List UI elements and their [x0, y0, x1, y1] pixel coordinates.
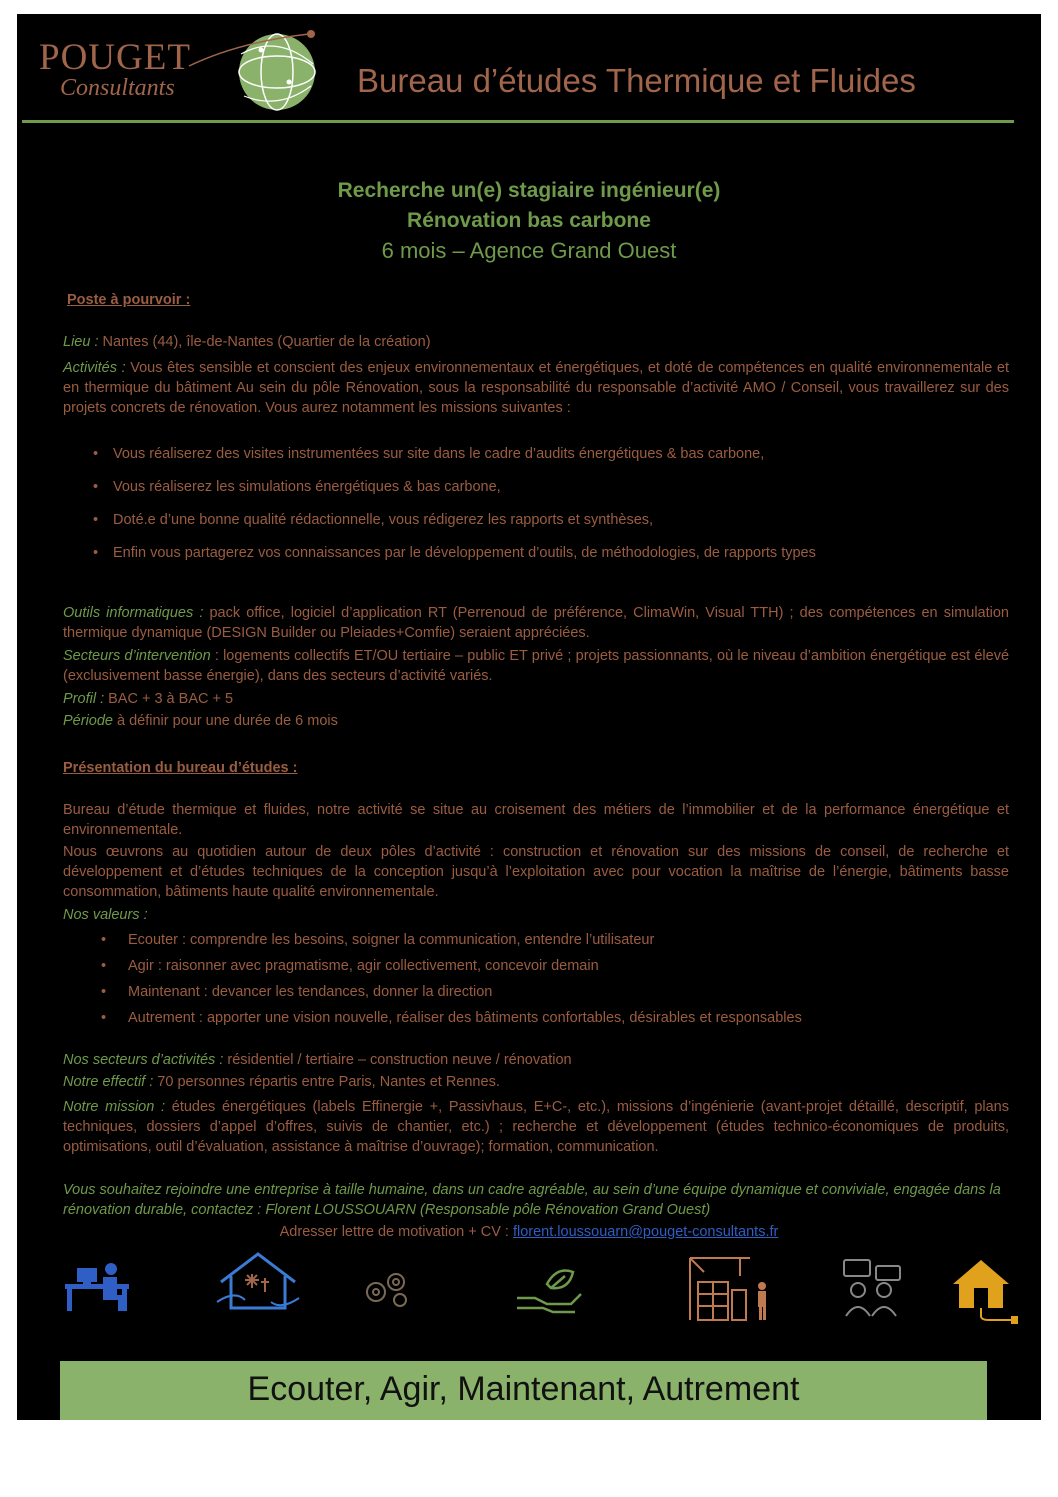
outils-text: pack office, logiciel d’application RT (Perrenoud de préférence, ClimaWin, Visual TTH) ; des compétences en simulation thermique dynamique (DESIGN Builder ou Pleiades+Comfie) seraient appréciées.: [63, 605, 1009, 641]
nos-secteurs-value: résidentiel / tertiaire – construction neuve / rénovation: [223, 1052, 572, 1068]
job-duration-location: 6 mois – Agence Grand Ouest: [381, 238, 677, 263]
job-title: Recherche un(e) stagiaire ingénieur(e): [337, 179, 721, 202]
outils-label: Outils informatiques :: [63, 605, 204, 621]
document-page: [17, 14, 1041, 1420]
contact-email-link[interactable]: florent.loussouarn@pouget-consultants.fr: [512, 1224, 779, 1240]
contact-prefix: Adresser lettre de motivation + CV :: [279, 1224, 513, 1240]
lieu-line: [63, 332, 1009, 352]
activites-paragraph: [63, 358, 1009, 418]
missions-list: [93, 444, 1013, 576]
mission-text: études énergétiques (labels Effinergie +, Passivhaus, E+C-, etc.), missions d’ingénierie (avant-projet détaillé, descriptif, plans techniques, dossiers d’appel d’offres, suivis de chantier, etc.) ; recherche et développement (études technico-économiques de produits, optimisations, outil d’évaluation, assistance à maîtrise d’ouvrage); formation, communication.: [63, 1099, 1009, 1155]
periode-line: [63, 711, 1009, 731]
effectif-line: [63, 1072, 1009, 1092]
effectif-value: 70 personnes répartis entre Paris, Nantes et Rennes.: [153, 1074, 500, 1090]
secteurs-text: : logements collectifs ET/OU tertiaire – public ET privé ; projets passionnants, où le niveau d’ambition énergétique est élevé (exclusivement basse énergie), dans des secteurs d’activité variés.: [63, 648, 1010, 684]
lieu-label: Lieu :: [63, 334, 99, 350]
activites-text: Vous êtes sensible et conscient des enjeux environnementaux et énergétiques, et doté de compétences en qualité environnementale et en thermique du bâtiment Au sein du pôle Rénovation, sous la responsabilité du responsable d’activité AMO / Conseil, vous travaillerez sur des projets concrets de rénovation. Vous aurez notamment les missions suivantes :: [63, 360, 1009, 416]
list-item: • Vous réaliserez des visites instrumentées sur site dans le cadre d’audits énergétiques & bas carbone,: [93, 444, 1013, 477]
gears-icon: [360, 1268, 412, 1308]
lieu-value: Nantes (44), île-de-Nantes (Quartier de la création): [98, 334, 431, 350]
contact-line: [17, 1224, 1041, 1240]
list-item: • Ecouter : comprendre les besoins, soigner la communication, entendre l’utilisateur: [101, 930, 1001, 956]
header-title: Bureau d’études Thermique et Fluides: [357, 62, 916, 99]
outils-paragraph: [63, 603, 1009, 643]
desk-worker-icon: [63, 1260, 131, 1314]
periode-value: à définir pour une durée de 6 mois: [112, 713, 338, 729]
values-banner: Ecouter, Agir, Maintenant, Autrement: [60, 1361, 987, 1420]
section-heading-poste: Poste à pourvoir :: [67, 292, 191, 308]
secteurs-paragraph: [63, 646, 1009, 686]
energy-house-icon: [949, 1254, 1023, 1324]
list-item: • Enfin vous partagerez vos connaissances par le développement d’outils, de méthodologies, de rapports types: [93, 543, 1013, 576]
activites-label: Activités :: [63, 360, 126, 376]
secteurs-label: Secteurs d’intervention: [63, 648, 211, 664]
presentation-paragraph-1: Bureau d’étude thermique et fluides, notre activité se situe au croisement des métiers de l’immobilier et de la performance énergétique et environnementale.: [63, 802, 1009, 838]
list-item: • Doté.e d’une bonne qualité rédactionnelle, vous rédigerez les rapports et synthèses,: [93, 510, 1013, 543]
nos-secteurs-line: [63, 1050, 1009, 1070]
house-thermal-icon: [215, 1250, 301, 1316]
construction-site-icon: [680, 1246, 776, 1322]
list-item: • Agir : raisonner avec pragmatisme, agir collectivement, concevoir demain: [101, 956, 1001, 982]
list-item: • Autrement : apporter une vision nouvelle, réaliser des bâtiments confortables, désirables et responsables: [101, 1008, 1001, 1034]
logo-subtitle: Consultants: [60, 75, 175, 101]
presentation-paragraph-2: Nous œuvrons au quotidien autour de deux pôles d’activité : construction et rénovation sur des missions de conseil, de recherche et développement et d’études techniques de la conception jusqu’à l’exploitation avec pour vocation la maîtrise de l’énergie, bâtiments basse consommation, bâtiments haute qualité environnementale.: [63, 844, 1009, 900]
profil-label: Profil :: [63, 691, 105, 707]
job-title-block: [17, 176, 1041, 266]
mission-label: Notre mission :: [63, 1099, 166, 1115]
valeurs-label: Nos valeurs :: [63, 907, 148, 923]
list-item: • Vous réaliserez les simulations énergétiques & bas carbone,: [93, 477, 1013, 510]
meeting-people-icon: [840, 1258, 906, 1318]
mission-paragraph: [63, 1097, 1009, 1157]
periode-label: Période: [63, 713, 113, 729]
profil-line: [63, 689, 1009, 709]
hand-leaf-icon: [513, 1264, 585, 1316]
profil-value: BAC + 3 à BAC + 5: [104, 691, 234, 707]
header-divider: [22, 120, 1014, 123]
logo-wordmark: POUGET: [39, 37, 191, 78]
job-subtitle: Rénovation bas carbone: [407, 209, 651, 232]
section-heading-presentation: Présentation du bureau d’études :: [63, 760, 298, 776]
valeurs-list: [101, 930, 1001, 1034]
nos-secteurs-label: Nos secteurs d’activités :: [63, 1052, 224, 1068]
closing-paragraph: Vous souhaitez rejoindre une entreprise à taille humaine, dans un cadre agréable, au sein d’une équipe dynamique et conviviale, engagée dans la rénovation durable, contactez : Florent LOUSSOUARN (Responsable pôle Rénovation Grand Ouest): [63, 1182, 1001, 1218]
list-item: • Maintenant : devancer les tendances, donner la direction: [101, 982, 1001, 1008]
effectif-label: Notre effectif :: [63, 1074, 154, 1090]
